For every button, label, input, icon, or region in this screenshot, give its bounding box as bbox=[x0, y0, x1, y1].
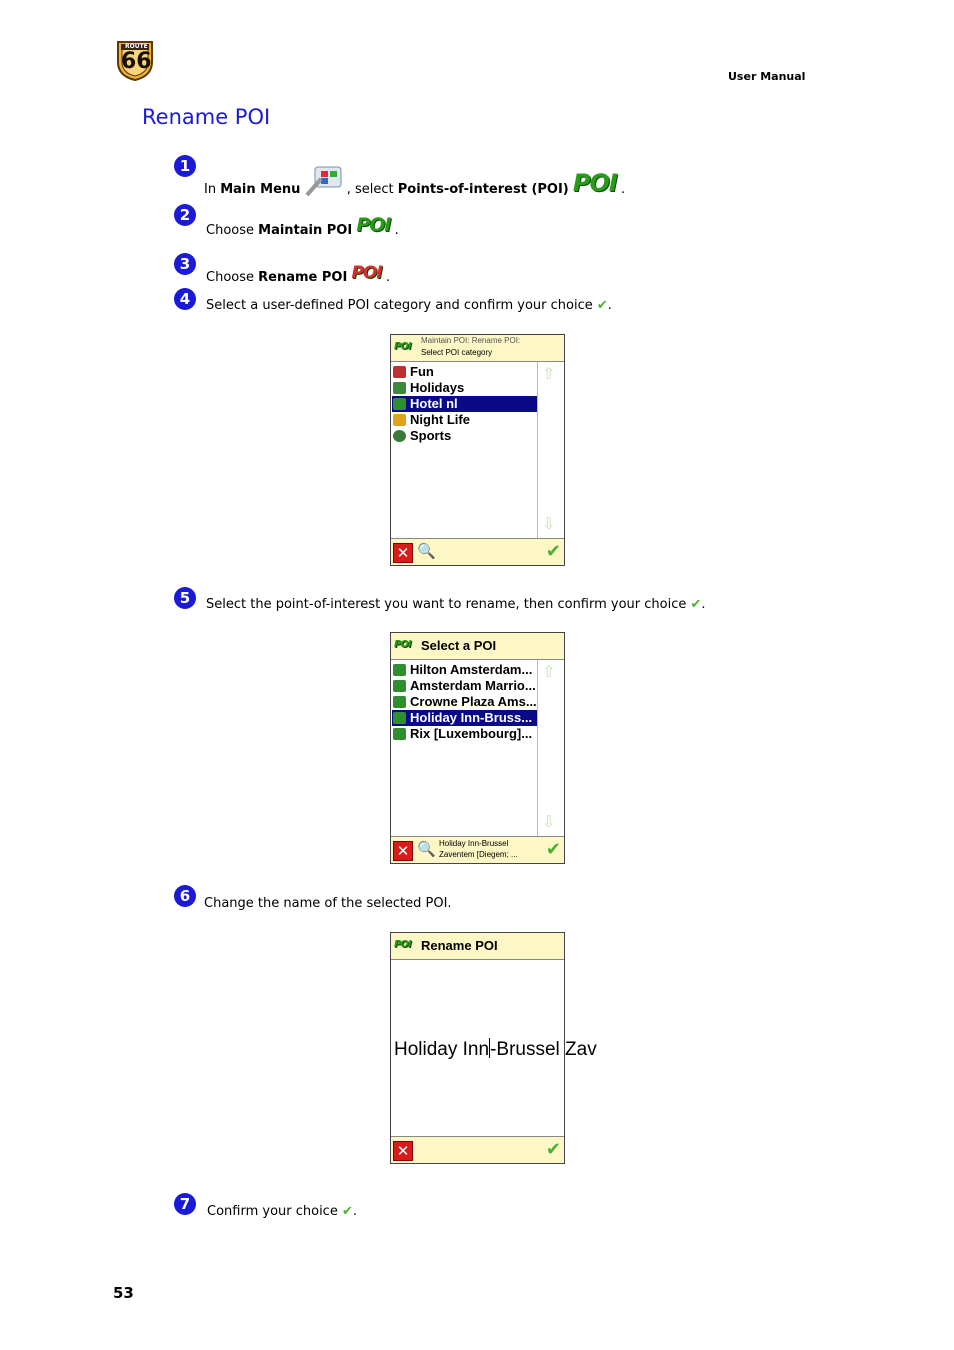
close-icon[interactable]: ✕ bbox=[393, 841, 413, 861]
route66-logo bbox=[112, 36, 158, 82]
step-5-number: 5 bbox=[174, 587, 196, 609]
list-item[interactable]: Crowne Plaza Ams... bbox=[392, 694, 537, 710]
step-1-number: 1 bbox=[174, 155, 196, 177]
search-icon[interactable]: 🔍 bbox=[417, 840, 436, 858]
screen-select-poi bbox=[390, 632, 565, 864]
poi-icon: POI bbox=[394, 939, 411, 950]
confirm-check-icon[interactable]: ✔ bbox=[545, 541, 561, 562]
fun-icon bbox=[393, 366, 406, 378]
scroll-down-icon[interactable]: ⇩ bbox=[542, 812, 556, 831]
maintain-poi-icon: POI bbox=[356, 214, 391, 236]
hotel-icon bbox=[393, 728, 406, 740]
step-7-text: Confirm your choice ✔. bbox=[207, 1204, 358, 1219]
step-3-number: 3 bbox=[174, 253, 196, 275]
step-3-text: Choose Rename POI POI . bbox=[206, 263, 390, 285]
list-item-hotel-nl[interactable]: Hotel nl bbox=[392, 396, 537, 412]
hotel-icon bbox=[393, 696, 406, 708]
screen-footer bbox=[391, 836, 564, 863]
hotel-icon bbox=[393, 680, 406, 692]
list-item[interactable]: Hilton Amsterdam... bbox=[392, 662, 537, 678]
list-item[interactable]: Holiday Inn-Bruss... bbox=[392, 710, 537, 726]
poi-icon: POI bbox=[572, 169, 617, 197]
selected-poi-address: Zaventem [Diegem; ... bbox=[439, 850, 518, 859]
screen-header bbox=[391, 335, 564, 362]
screen-header-path: Maintain POI: Rename POI: bbox=[421, 336, 521, 345]
confirm-check-icon[interactable]: ✔ bbox=[545, 1139, 561, 1160]
page-number: 53 bbox=[113, 1284, 134, 1302]
step-2-text: Choose Maintain POI POI . bbox=[206, 214, 399, 238]
scroll-down-icon[interactable]: ⇩ bbox=[542, 514, 556, 533]
list-item-fun[interactable]: Fun bbox=[392, 364, 537, 380]
confirm-check-icon[interactable]: ✔ bbox=[545, 839, 561, 860]
screen-header bbox=[391, 933, 564, 960]
screen-footer bbox=[391, 538, 564, 565]
page-title: Rename POI bbox=[142, 105, 271, 129]
hotel-icon bbox=[393, 712, 406, 724]
poi-icon: POI bbox=[394, 341, 411, 352]
main-menu-icon bbox=[305, 165, 343, 197]
scroll-up-icon[interactable]: ⇧ bbox=[542, 662, 556, 681]
scroll-up-icon[interactable]: ⇧ bbox=[542, 364, 556, 383]
night-life-icon bbox=[393, 414, 406, 426]
selected-poi-info bbox=[439, 838, 518, 860]
step-5-text: Select the point-of-interest you want to rename, then confirm your choice ✔. bbox=[206, 597, 706, 612]
confirm-check-icon: ✔ bbox=[690, 597, 702, 612]
screen-footer bbox=[391, 1136, 564, 1163]
screen-header-subtitle: Select POI category bbox=[421, 348, 493, 357]
list-item-holidays[interactable]: Holidays bbox=[392, 380, 537, 396]
step-6-number: 6 bbox=[174, 885, 196, 907]
list-item-night-life[interactable]: Night Life bbox=[392, 412, 537, 428]
screen-rename-poi bbox=[390, 932, 597, 1164]
step-7-number: 7 bbox=[174, 1193, 196, 1215]
step-4-number: 4 bbox=[174, 288, 196, 310]
step-4-text: Select a user-defined POI category and confirm your choice ✔. bbox=[206, 298, 612, 313]
poi-name-input[interactable]: Holiday Inn-Brussel Zav bbox=[394, 1039, 597, 1060]
list-item[interactable]: Rix [Luxembourg]... bbox=[392, 726, 537, 742]
screen-header-title: Select a POI bbox=[421, 638, 497, 653]
logo-number: 66 bbox=[121, 49, 152, 74]
screen-header-title: Rename POI bbox=[421, 938, 498, 953]
search-icon[interactable]: 🔍 bbox=[417, 542, 436, 560]
screen-select-category bbox=[390, 334, 565, 566]
screen-header bbox=[391, 633, 564, 660]
list-item[interactable]: Amsterdam Marrio... bbox=[392, 678, 537, 694]
sports-icon bbox=[393, 430, 406, 442]
step-2-number: 2 bbox=[174, 204, 196, 226]
selected-poi-name: Holiday Inn-Brussel bbox=[439, 839, 509, 848]
hotel-icon bbox=[393, 664, 406, 676]
scrollbar[interactable] bbox=[537, 660, 564, 836]
holidays-icon bbox=[393, 382, 406, 394]
confirm-check-icon: ✔ bbox=[596, 298, 608, 313]
poi-icon: POI bbox=[394, 639, 411, 650]
step-6-text: Change the name of the selected POI. bbox=[204, 896, 452, 911]
step-1-text: In Main Menu , select Points-of-interest (POI) POI . bbox=[204, 165, 625, 197]
logo-top-text: ROUTE bbox=[125, 43, 148, 50]
close-icon[interactable]: ✕ bbox=[393, 1141, 413, 1161]
list-item-sports[interactable]: Sports bbox=[392, 428, 537, 444]
manual-label: User Manual bbox=[728, 70, 806, 83]
close-icon[interactable]: ✕ bbox=[393, 543, 413, 563]
confirm-check-icon: ✔ bbox=[341, 1204, 353, 1219]
hotel-icon bbox=[393, 398, 406, 410]
scrollbar[interactable] bbox=[537, 362, 564, 538]
rename-poi-icon: POI bbox=[351, 263, 382, 283]
